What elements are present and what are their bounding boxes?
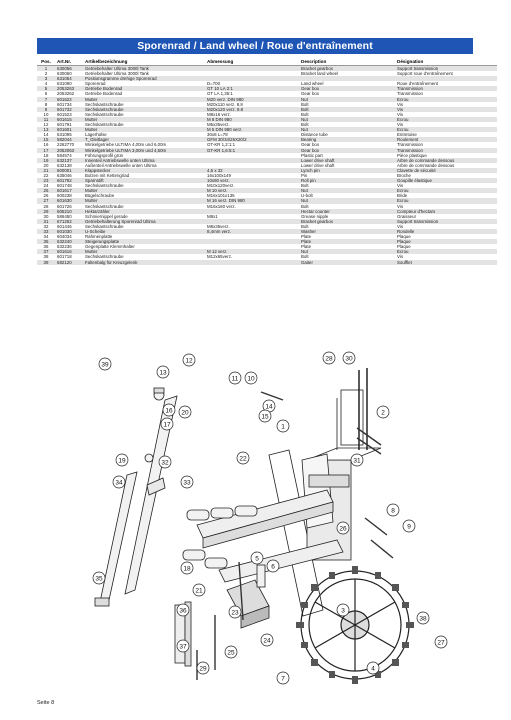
cell-designation: Vis [395, 224, 497, 229]
cell-article-name: Sechskantschraube [83, 107, 205, 112]
cell-description: Lower drive shaft [299, 163, 395, 168]
cell-dimension: M20x120 verz. 8.8 [205, 107, 299, 112]
cell-pos: 26 [37, 193, 55, 198]
cell-designation: Roue d'entraînement [395, 81, 497, 86]
cell-dimension: M16x160 verz. [205, 204, 299, 209]
cell-dimension: D=700 [205, 81, 299, 86]
cell-art-nr: 605210 [55, 209, 83, 214]
cell-designation: Pièce plastique [395, 153, 497, 158]
cell-dimension: M12x65verz. [205, 254, 299, 259]
callout-number: 21 [195, 587, 203, 595]
cell-pos: 36 [37, 244, 55, 249]
cell-art-nr: 584574 [55, 153, 83, 158]
callout-number: 28 [325, 355, 333, 363]
page-title: Sporenrad / Land wheel / Roue d'entraînement [37, 38, 473, 54]
cell-pos: 16 [37, 142, 55, 147]
cell-designation: Vis [395, 183, 497, 188]
cell-article-name: Winkelgetriebe ULTIMA 4,00m und 6,00m [83, 142, 205, 147]
cell-art-nr: 601732 [55, 107, 83, 112]
cell-pos: 23 [37, 178, 55, 183]
cell-article-name: Sechskantschraube [83, 224, 205, 229]
cell-pos: 14 [37, 132, 55, 137]
cell-designation: Vis [395, 107, 497, 112]
cell-article-name: Mutter [83, 198, 205, 203]
cell-article-name: Sechskantschraube [83, 122, 205, 127]
cell-description: Grease nipple [299, 214, 395, 219]
cell-pos: 29 [37, 209, 55, 214]
cell-description: Pin [299, 173, 395, 178]
cell-pos: 34 [37, 234, 55, 239]
cell-art-nr: 601734 [55, 102, 83, 107]
cell-art-nr: 601030 [55, 229, 83, 234]
cell-art-nr: 601616 [55, 249, 83, 254]
cell-designation: Entretoise [395, 132, 497, 137]
cell-article-name: Sparnstift [83, 178, 205, 183]
cell-article-name: Mutter [83, 188, 205, 193]
cell-description: Plastic part [299, 153, 395, 158]
cell-designation: Vis [395, 254, 497, 259]
header-description: Description [299, 58, 395, 66]
cell-pos: 15 [37, 137, 55, 142]
cell-dimension: GT-KR 1,2:1:1 [205, 142, 299, 147]
callout-number: 10 [247, 375, 255, 383]
header-article-name: Artikelbezeichnung [83, 58, 205, 66]
cell-art-nr: 601630 [55, 198, 83, 203]
cell-art-nr: 630056 [55, 66, 83, 72]
cell-description: Plate [299, 244, 395, 249]
cell-description: Bolt [299, 254, 395, 259]
cell-article-name: Faltenbalg für Kreuzgelenk [83, 260, 205, 265]
cell-art-nr: 631090 [55, 81, 83, 86]
cell-article-name: Schmiernippel gerade [83, 214, 205, 219]
cell-art-nr: 600238 [55, 193, 83, 198]
cell-pos: 10 [37, 112, 55, 117]
callout-number: 23 [231, 609, 239, 617]
cell-art-nr: 601601 [55, 127, 83, 132]
callout-number: 14 [265, 403, 273, 411]
cell-article-name: Sechskantschraube [83, 254, 205, 259]
callout-number: 38 [419, 615, 427, 623]
cell-description: Nut [299, 249, 395, 254]
cell-art-nr: 601615 [55, 117, 83, 122]
cell-art-nr: 601726 [55, 204, 83, 209]
cell-description: Bolt [299, 204, 395, 209]
cell-pos: 1 [37, 66, 55, 72]
cell-article-name: Mutter [83, 249, 205, 254]
cell-description: Gear box [299, 91, 395, 96]
cell-designation: Rondelle [395, 229, 497, 234]
cell-designation: Ecrou [395, 127, 497, 132]
cell-article-name: Innenteil Antriebswelle unten Ultima [83, 158, 205, 163]
cell-dimension: GT 10 LA 2:1 [205, 86, 299, 91]
cell-designation: Vis [395, 112, 497, 117]
cell-description: Bolt [299, 122, 395, 127]
cell-pos: 13 [37, 127, 55, 132]
cell-pos: 24 [37, 183, 55, 188]
cell-description: Lower drive shaft [299, 158, 395, 163]
header-pos: Pos. [37, 58, 55, 66]
cell-art-nr: 582120 [55, 260, 83, 265]
cell-art-nr: 600001 [55, 168, 83, 173]
cell-designation: Clavette de sécurité [395, 168, 497, 173]
cell-description: Hectar counter [299, 209, 395, 214]
cell-designation: Ecrou [395, 198, 497, 203]
callout-number: 33 [183, 479, 191, 487]
cell-article-name: Getriebehalter Ultima 3000l Tank [83, 71, 205, 76]
callout-number: 7 [281, 675, 285, 683]
cell-pos: 32 [37, 224, 55, 229]
cell-pos: 37 [37, 249, 55, 254]
cell-designation: Soufflet [395, 260, 497, 265]
cell-dimension: 4,5 x 32 [205, 168, 299, 173]
cell-art-nr: 604034 [55, 234, 83, 239]
callout-number: 4 [371, 665, 375, 673]
cell-designation: Vis [395, 122, 497, 127]
cell-dimension: GT-KR 1,6:5:1 [205, 148, 299, 153]
cell-dimension: 30x8 L=78 [205, 132, 299, 137]
cell-art-nr: 2052063 [55, 148, 83, 153]
cell-pos: 3 [37, 76, 55, 81]
cell-article-name: Gegenplatte Klemmhalter [83, 244, 205, 249]
callout-number: 22 [239, 455, 247, 463]
callout-number: 1 [281, 423, 285, 431]
cell-article-name: Getriebe Bodenrad [83, 91, 205, 96]
cell-description: Bearing [299, 137, 395, 142]
cell-art-nr: 631064 [55, 76, 83, 81]
cell-article-name: Getriebehalterung Sporenrad Ultima [83, 219, 205, 224]
cell-art-nr: 2053262 [55, 91, 83, 96]
cell-art-nr: 601748 [55, 183, 83, 188]
cell-art-nr: 601617 [55, 188, 83, 193]
cell-description: Nut [299, 117, 395, 122]
cell-designation: Transmission [395, 91, 497, 96]
cell-designation: Vis [395, 204, 497, 209]
cell-designation: Ecrou [395, 188, 497, 193]
cell-article-name: Winkelgetriebe ULTIMA 3,00m und 4,50m [83, 148, 205, 153]
callout-number: 35 [95, 575, 103, 583]
cell-dimension: M 10 verz. [205, 188, 299, 193]
cell-article-name: Hektarzähler [83, 209, 205, 214]
cell-description: Plate [299, 239, 395, 244]
cell-dimension: M20x110 verz. 8.8 [205, 102, 299, 107]
cell-pos: 2 [37, 71, 55, 76]
cell-designation: Compteur d'hectars [395, 209, 497, 214]
cell-designation: Plaque [395, 234, 497, 239]
cell-art-nr: 582044 [55, 137, 83, 142]
cell-pos: 28 [37, 204, 55, 209]
cell-pos: 6 [37, 91, 55, 96]
callout-number: 20 [181, 409, 189, 417]
cell-designation: Vis [395, 102, 497, 107]
cell-designation: Ecrou [395, 97, 497, 102]
cell-pos: 20 [37, 163, 55, 168]
cell-description: Gaiter [299, 260, 395, 265]
cell-description: Gear box [299, 86, 395, 91]
cell-designation: Roulement [395, 137, 497, 142]
cell-designation: Transmission [395, 86, 497, 91]
cell-designation: Ecrou [395, 249, 497, 254]
cell-pos: 21 [37, 168, 55, 173]
cell-description: Bracket gearbox [299, 66, 395, 72]
callout-number: 36 [179, 607, 187, 615]
callout-number: 37 [179, 643, 187, 651]
callout-number: 32 [161, 459, 169, 467]
cell-designation: Support roue d'entraînement [395, 71, 497, 76]
cell-designation: Transmission [395, 148, 497, 153]
exploded-parts-diagram [37, 350, 473, 685]
cell-description: Bolt [299, 224, 395, 229]
callout-number: 13 [159, 369, 167, 377]
cell-pos: 39 [37, 260, 55, 265]
cell-article-name: Steigerungsplatte [83, 239, 205, 244]
cell-dimension: M 5 DIN 980 verz. [205, 127, 299, 132]
cell-article-name: Bolzen mit Kettengriad [83, 173, 205, 178]
cell-pos: 7 [37, 97, 55, 102]
cell-article-name: T_Gleitlager [83, 137, 205, 142]
callout-number: 18 [183, 565, 191, 573]
cell-dimension: 8,4mm verz. [205, 229, 299, 234]
cell-description: Bracket land wheel [299, 71, 395, 76]
cell-dimension: GT LA 1,35:1 [205, 91, 299, 96]
cell-art-nr: 601523 [55, 112, 83, 117]
cell-description: Lynch pin [299, 168, 395, 173]
callout-number: 29 [199, 665, 207, 673]
cell-dimension: M 16 verz. DIN 980 [205, 198, 299, 203]
cell-description: Plate [299, 234, 395, 239]
cell-pos: 9 [37, 107, 55, 112]
header-art-nr: Art.Nr. [55, 58, 83, 66]
page-number: Seite 8 [37, 700, 55, 706]
cell-article-name: Mutter [83, 97, 205, 102]
cell-article-name: Bügelschraube [83, 193, 205, 198]
cell-article-name: Lagerhülse [83, 132, 205, 137]
callout-number: 26 [339, 525, 347, 533]
table-row [37, 260, 497, 265]
callout-number: 11 [231, 375, 239, 383]
cell-description: Bracket gearbox [299, 219, 395, 224]
cell-description: Nut [299, 188, 395, 193]
cell-art-nr: 632137 [55, 158, 83, 163]
cell-description: U-bolt [299, 193, 395, 198]
cell-article-name: U-Scheibe [83, 229, 205, 234]
cell-description: Gear box [299, 142, 395, 147]
cell-description: Nut [299, 198, 395, 203]
cell-dimension: 10x50 verz. [205, 178, 299, 183]
cell-article-name: Getriebehalter Ultima 3000l Tank [83, 66, 205, 72]
cell-description: Distance tube [299, 132, 395, 137]
cell-article-name: Mutter [83, 127, 205, 132]
cell-art-nr: 601791 [55, 122, 83, 127]
cell-dimension: M 8 DIN 980 [205, 117, 299, 122]
cell-pos: 30 [37, 214, 55, 219]
cell-description: Bolt [299, 107, 395, 112]
cell-designation: Arbre de commande dessous [395, 163, 497, 168]
cell-dimension: GFM 30/34/26X20/2 [205, 137, 299, 142]
cell-dimension: 16x100x149 [205, 173, 299, 178]
cell-art-nr: 2053263 [55, 86, 83, 91]
cell-pos: 19 [37, 158, 55, 163]
callout-number: 39 [101, 361, 109, 369]
cell-pos: 35 [37, 239, 55, 244]
cell-description: Gear box [299, 148, 395, 153]
cell-art-nr: 671262 [55, 219, 83, 224]
cell-dimension: M8x35verz. [205, 224, 299, 229]
cell-pos: 38 [37, 254, 55, 259]
cell-art-nr: 601622 [55, 97, 83, 102]
cell-article-name: Außenteil Antriebswelle unten Ultima [83, 163, 205, 168]
callout-number: 17 [163, 421, 171, 429]
cell-article-name: Führungsprofil grün [83, 153, 205, 158]
callout-number: 34 [115, 479, 123, 487]
cell-description: Land wheel [299, 81, 395, 86]
cell-art-nr: 2262770 [55, 142, 83, 147]
cell-art-nr: 601718 [55, 254, 83, 259]
cell-pos: 22 [37, 173, 55, 178]
cell-designation: Plaque [395, 239, 497, 244]
callout-number: 9 [407, 523, 411, 531]
cell-description: Roll pin [299, 178, 395, 183]
cell-pos: 8 [37, 102, 55, 107]
cell-designation: Arbre de commande dessous [395, 158, 497, 163]
cell-pos: 33 [37, 229, 55, 234]
cell-designation: Graisseur [395, 214, 497, 219]
cell-article-name: Sechskantschraube [83, 204, 205, 209]
cell-article-name: Sporenrad [83, 81, 205, 86]
cell-art-nr: 631095 [55, 132, 83, 137]
cell-dimension: M8x16 verz. [205, 112, 299, 117]
header-designation: Désignation [395, 58, 497, 66]
cell-art-nr: 632138 [55, 163, 83, 168]
cell-article-name: Sechskantschraube [83, 112, 205, 117]
cell-designation: Plaque [395, 244, 497, 249]
cell-article-name: Sechskantschraube [83, 102, 205, 107]
parts-table [37, 58, 497, 265]
cell-article-name: Rahmenplatte [83, 234, 205, 239]
cell-designation: Support transmission [395, 66, 497, 72]
callout-number: 25 [227, 649, 235, 657]
cell-art-nr: 586450 [55, 214, 83, 219]
cell-dimension: M8x1 [205, 214, 299, 219]
cell-pos: 4 [37, 81, 55, 86]
callout-number: 3 [341, 607, 345, 615]
callout-number: 30 [345, 355, 353, 363]
cell-designation: Bride [395, 193, 497, 198]
cell-article-name: Getriebe Bodenrad [83, 86, 205, 91]
callout-number: 27 [437, 639, 445, 647]
cell-description: Bolt [299, 112, 395, 117]
cell-art-nr: 601446 [55, 224, 83, 229]
callout-number: 16 [165, 407, 173, 415]
cell-pos: 17 [37, 148, 55, 153]
cell-pos: 25 [37, 188, 55, 193]
cell-article-name: Klappstecker [83, 168, 205, 173]
callout-number: 8 [391, 507, 395, 515]
cell-pos: 12 [37, 122, 55, 127]
cell-article-name: Positionsgramme drehige Sporenrad [83, 76, 205, 81]
cell-description: Washer [299, 229, 395, 234]
cell-dimension: M 12 verz. [205, 249, 299, 254]
callout-number: 6 [271, 563, 275, 571]
cell-dimension: M5x35verz. [205, 122, 299, 127]
callout-number: 31 [353, 457, 361, 465]
cell-description: Nut [299, 97, 395, 102]
cell-art-nr: 630060 [55, 71, 83, 76]
cell-pos: 18 [37, 153, 55, 158]
cell-dimension: M10x120verz. [205, 183, 299, 188]
cell-description: Bolt [299, 102, 395, 107]
callout-number: 12 [185, 357, 193, 365]
table-header-row [37, 58, 497, 66]
cell-designation: Goupille élastique [395, 178, 497, 183]
cell-article-name: Sechskantschraube [83, 183, 205, 188]
cell-pos: 11 [37, 117, 55, 122]
callout-number: 15 [261, 413, 269, 421]
cell-dimension: M20 verz. DIN 980 [205, 97, 299, 102]
cell-description: Nut [299, 127, 395, 132]
cell-art-nr: 601792 [55, 178, 83, 183]
cell-article-name: Mutter [83, 117, 205, 122]
cell-art-nr: 632240 [55, 239, 83, 244]
cell-pos: 31 [37, 219, 55, 224]
cell-designation: Broche [395, 173, 497, 178]
cell-art-nr: 635046 [55, 173, 83, 178]
callout-number: 24 [263, 637, 271, 645]
cell-designation: Support transmission [395, 219, 497, 224]
cell-pos: 5 [37, 86, 55, 91]
cell-pos: 27 [37, 198, 55, 203]
cell-description: Bolt [299, 183, 395, 188]
callout-number: 19 [118, 457, 126, 465]
cell-designation: Transmission [395, 142, 497, 147]
cell-dimension [205, 260, 299, 265]
header-dimension: Abmessung [205, 58, 299, 66]
cell-art-nr: 632236 [55, 244, 83, 249]
callout-number: 5 [255, 555, 259, 563]
cell-designation: Ecrou [395, 117, 497, 122]
callout-number: 2 [381, 409, 385, 417]
cell-dimension: M16x101x135 [205, 193, 299, 198]
